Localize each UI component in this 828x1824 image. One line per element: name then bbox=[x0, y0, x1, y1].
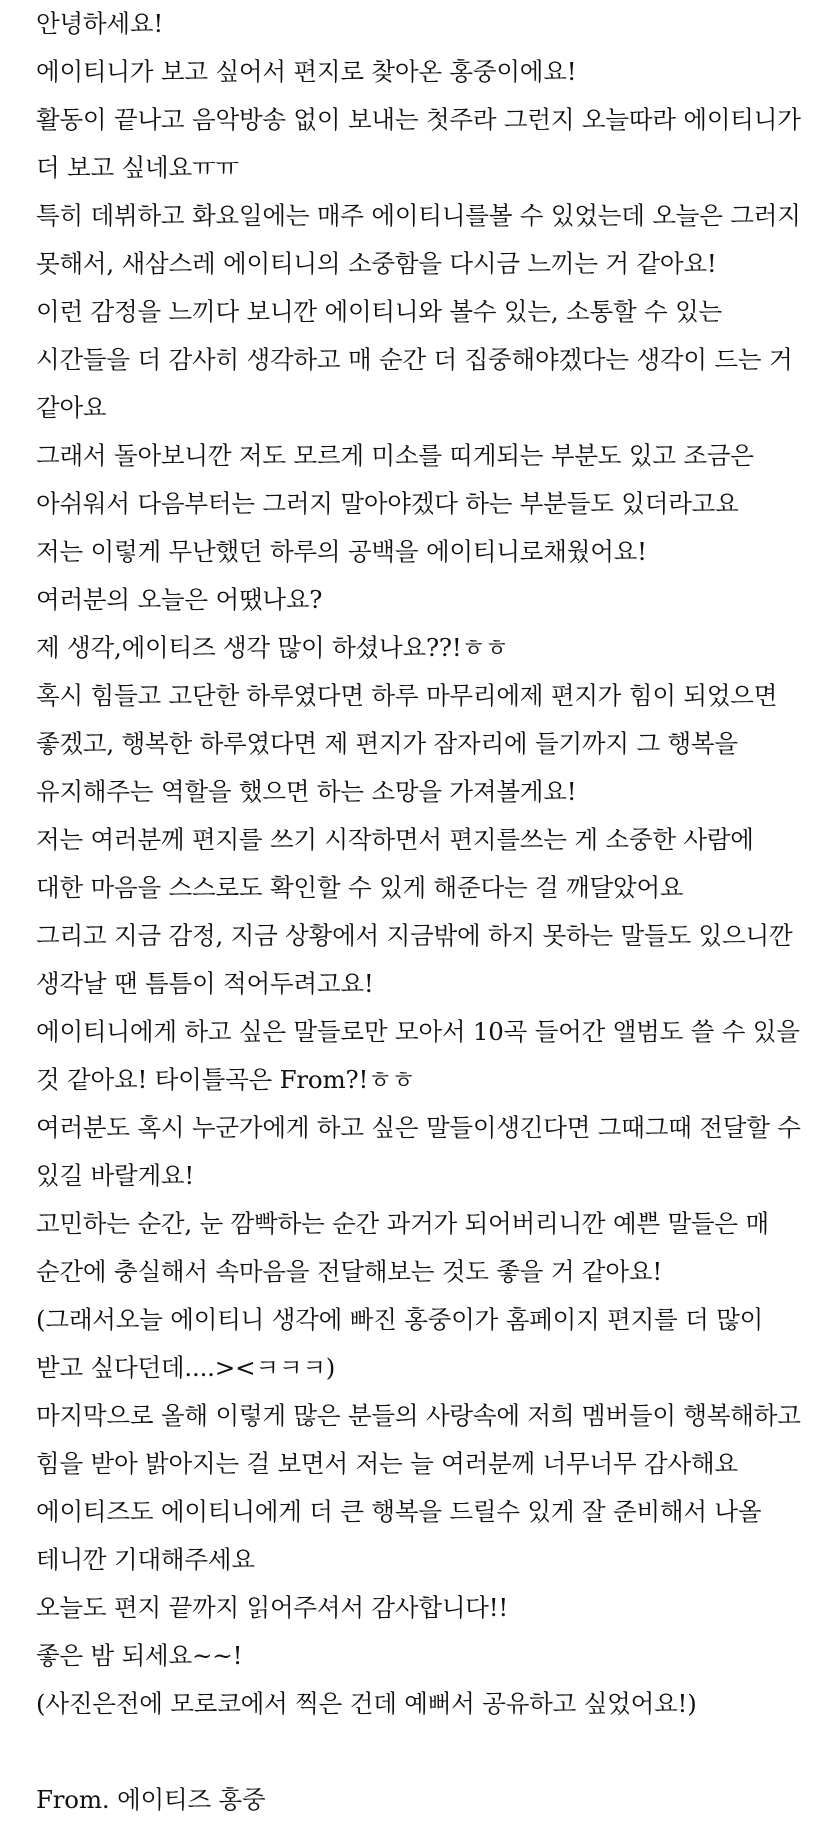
letter-body bbox=[36, 0, 808, 1824]
letter-paragraph: 그리고 지금 감정, 지금 상황에서 지금밖에 하지 못하는 말들도 있으니깐 생각날 땐 틈틈이 적어두려고요! bbox=[36, 921, 793, 998]
letter-paragraph: 저는 여러분께 편지를 쓰기 시작하면서 편지를쓰는 게 소중한 사람에 대한 마음을 스스로도 확인할 수 있게 해준다는 걸 깨달았어요 bbox=[36, 825, 754, 902]
letter-paragraph: 이런 감정을 느끼다 보니깐 에이티니와 볼수 있는, 소통할 수 있는 시간들을 더 감사히 생각하고 매 순간 더 집중해야겠다는 생각이 드는 거 같아요 bbox=[36, 297, 793, 422]
letter-paragraph-greeting: 안녕하세요! bbox=[36, 9, 163, 38]
letter-paragraph: 에이티니에게 하고 싶은 말들로만 모아서 10곡 들어간 앨범도 쓸 수 있을 것 같아요! 타이틀곡은 From?!ㅎㅎ bbox=[36, 1017, 800, 1094]
letter-paragraph: 활동이 끝나고 음악방송 없이 보내는 첫주라 그런지 오늘따라 에이티니가 더 보고 싶네요ㅠㅠ bbox=[36, 105, 801, 182]
letter-paragraph: 에이티즈도 에이티니에게 더 큰 행복을 드릴수 있게 잘 준비해서 나올 테니깐 기대해주세요 bbox=[36, 1497, 762, 1574]
letter-paragraph: 오늘도 편지 끝까지 읽어주셔서 감사합니다!! bbox=[36, 1593, 509, 1622]
letter-paragraph: 여러분의 오늘은 어땠나요? bbox=[36, 585, 323, 614]
letter-paragraph: 그래서 돌아보니깐 저도 모르게 미소를 띠게되는 부분도 있고 조금은 아쉬워서 다음부터는 그러지 말아야겠다 하는 부분들도 있더라고요 bbox=[36, 441, 754, 518]
letter-paragraph: (사진은전에 모로코에서 찍은 건데 예뻐서 공유하고 싶었어요!) bbox=[36, 1689, 697, 1718]
letter-paragraph: 특히 데뷔하고 화요일에는 매주 에이티니를볼 수 있었는데 오늘은 그러지 못해서, 새삼스레 에이티니의 소중함을 다시금 느끼는 거 같아요! bbox=[36, 201, 801, 278]
letter-paragraph: 좋은 밤 되세요~~! bbox=[36, 1641, 243, 1670]
letter-paragraph: (그래서오늘 에이티니 생각에 빠진 홍중이가 홈페이지 편지를 더 많이 받고 싶다던데....><ㅋㅋㅋ) bbox=[36, 1305, 764, 1382]
letter-paragraph: 고민하는 순간, 눈 깜빡하는 순간 과거가 되어버리니깐 예쁜 말들은 매 순간에 충실해서 속마음을 전달해보는 것도 좋을 거 같아요! bbox=[36, 1209, 769, 1286]
letter-paragraph: 에이티니가 보고 싶어서 편지로 찾아온 홍중이에요! bbox=[36, 57, 577, 86]
letter-paragraph: 저는 이렇게 무난했던 하루의 공백을 에이티니로채웠어요! bbox=[36, 537, 647, 566]
letter-paragraph: 여러분도 혹시 누군가에게 하고 싶은 말들이생긴다면 그때그때 전달할 수 있길 바랄게요! bbox=[36, 1113, 801, 1190]
letter-paragraph: 마지막으로 올해 이렇게 많은 분들의 사랑속에 저희 멤버들이 행복해하고 힘을 받아 밝아지는 걸 보면서 저는 늘 여러분께 너무너무 감사해요 bbox=[36, 1401, 801, 1478]
signature-spacer bbox=[36, 1728, 808, 1776]
letter-paragraph: 제 생각,에이티즈 생각 많이 하셨나요??!ㅎㅎ bbox=[36, 633, 509, 662]
letter-paragraph: 혹시 힘들고 고단한 하루였다면 하루 마무리에제 편지가 힘이 되었으면 좋겠고, 행복한 하루였다면 제 편지가 잠자리에 들기까지 그 행복을 유지해주는 역할을 했으면 하는 소망을 가져볼게요! bbox=[36, 681, 778, 806]
letter-signature: From. 에이티즈 홍중 bbox=[36, 1785, 266, 1814]
